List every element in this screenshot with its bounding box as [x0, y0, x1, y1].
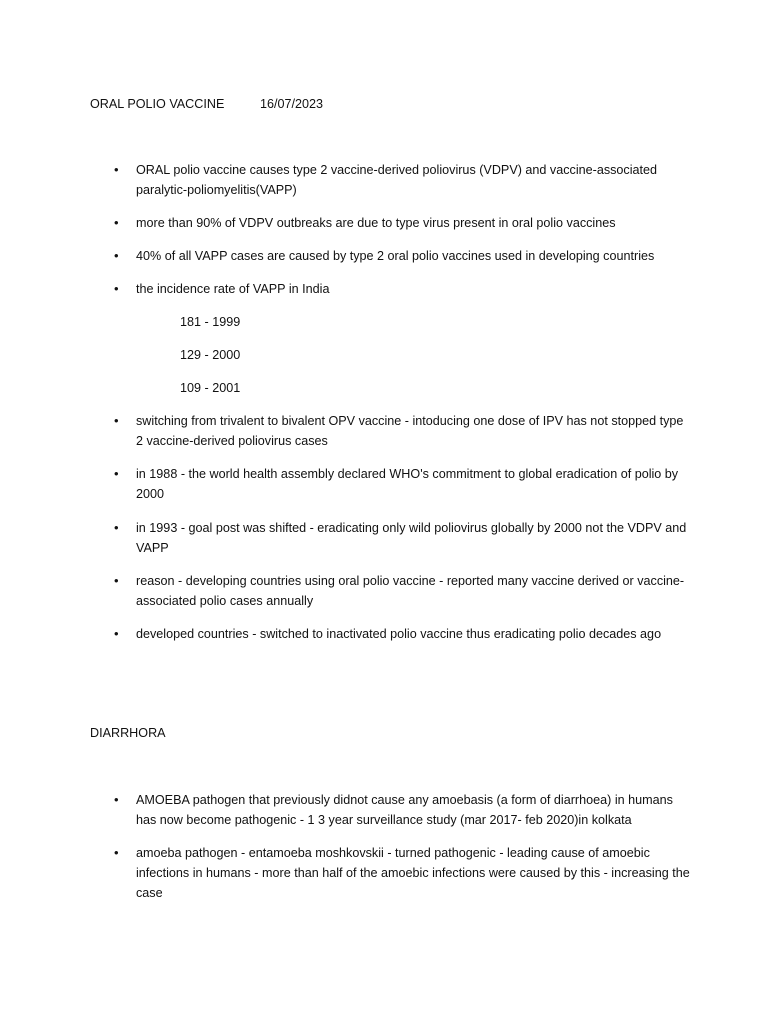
bullet-text: reason - developing countries using oral polio vaccine - reported many vaccine derived or vaccine-associated polio cases annually [136, 574, 685, 608]
incidence-row-2001: 109 - 2001 [180, 381, 241, 395]
bullet-glyph: • [114, 248, 119, 263]
bullet-glyph: • [114, 626, 119, 641]
bullet-glyph: • [114, 215, 119, 230]
bullet-text: ORAL polio vaccine causes type 2 vaccine-derived poliovirus (VDPV) and vaccine-associated paralytic-poliomyelitis(VAPP) [136, 163, 658, 197]
bullet-glyph: • [114, 281, 119, 296]
polio-heading [90, 94, 324, 114]
bullet-text: AMOEBA pathogen that previously didnot cause any amoebasis (a form of diarrhoea) in humans has now become pathogenic - 1 3 year surveillance study (mar 2017- feb 2020)in kolkata [136, 793, 673, 827]
bullet-glyph: • [114, 162, 119, 177]
diarrhora-heading [90, 723, 166, 743]
polio-date: 16/07/2023 [260, 97, 324, 111]
incidence-row-2000: 129 - 2000 [180, 348, 241, 362]
bullet-glyph: • [114, 573, 119, 588]
bullet-text: in 1993 - goal post was shifted - eradicating only wild poliovirus globally by 2000 not the VDPV and VAPP [136, 521, 687, 555]
bullet-glyph: • [114, 792, 119, 807]
incidence-row-1999: 181 - 1999 [180, 315, 241, 329]
bullet-glyph: • [114, 466, 119, 481]
bullet-text: in 1988 - the world health assembly declared WHO's commitment to global eradication of polio by 2000 [136, 467, 679, 501]
bullet-text: developed countries - switched to inactivated polio vaccine thus eradicating polio decades ago [136, 627, 662, 641]
bullet-glyph: • [114, 845, 119, 860]
bullet-text: the incidence rate of VAPP in India [136, 282, 330, 296]
bullet-text: 40% of all VAPP cases are caused by type 2 oral polio vaccines used in developing countries [136, 249, 655, 263]
bullet-glyph: • [114, 413, 119, 428]
bullet-text: amoeba pathogen - entamoeba moshkovskii - turned pathogenic - leading cause of amoebic infections in humans - more than half of the amoebic infections were caused by this - increasing the case [136, 846, 690, 900]
diarrhora-title: DIARRHORA [90, 726, 166, 740]
bullet-text: switching from trivalent to bivalent OPV vaccine - intoducing one dose of IPV has not stopped type 2 vaccine-derived poliovirus cases [136, 414, 684, 448]
bullet-text: more than 90% of VDPV outbreaks are due to type virus present in oral polio vaccines [136, 216, 616, 230]
bullet-glyph: • [114, 520, 119, 535]
polio-title: ORAL POLIO VACCINE [90, 97, 225, 111]
